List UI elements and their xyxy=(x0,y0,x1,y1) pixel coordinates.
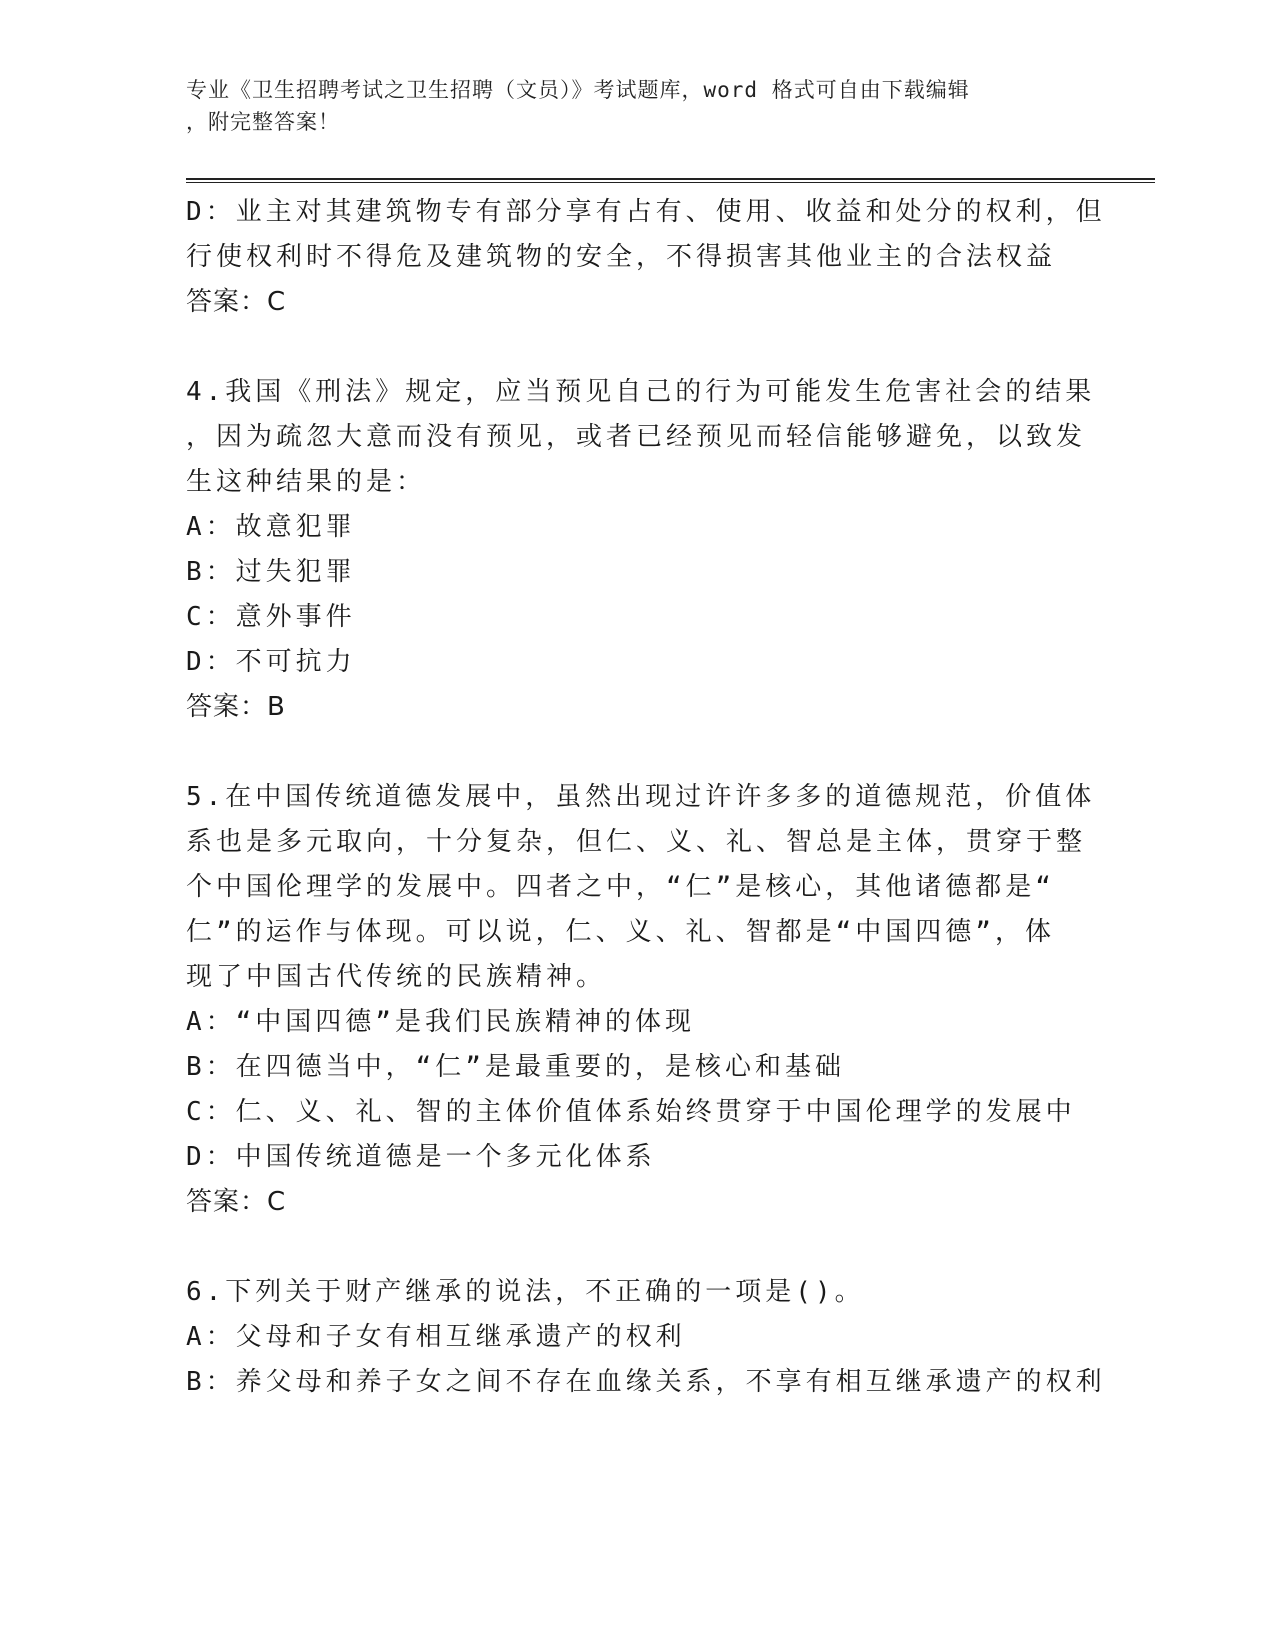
option-d-line: D：业主对其建筑物专有部分享有占有、使用、收益和处分的权利，但 xyxy=(186,197,1106,227)
option-c: C：仁、义、礼、智的主体价值体系始终贯穿于中国伦理学的发展中 xyxy=(186,1097,1076,1127)
question-6 xyxy=(186,1270,1106,1405)
question-stem-line: 生这种结果的是： xyxy=(186,467,427,497)
question-4 xyxy=(186,370,1096,730)
question-stem-line: 仁”的运作与体现。可以说，仁、义、礼、智都是“中国四德”，体 xyxy=(186,917,1055,947)
question-stem-line: 5.在中国传统道德发展中，虽然出现过许许多多的道德规范，价值体 xyxy=(186,782,1096,812)
header-title-line: ，附完整答案！ xyxy=(186,110,340,134)
question-stem-line: ，因为疏忽大意而没有预见，或者已经预见而轻信能够避免，以致发 xyxy=(186,422,1087,452)
option-b: B：在四德当中，“仁”是最重要的，是核心和基础 xyxy=(186,1052,845,1082)
option-d: D：不可抗力 xyxy=(186,647,356,677)
document-header xyxy=(186,74,1066,138)
header-title-line: 专业《卫生招聘考试之卫生招聘（文员）》考试题库，word 格式可自由下载编辑 xyxy=(186,78,970,102)
option-a: A：故意犯罪 xyxy=(186,512,356,542)
spacer xyxy=(186,325,1086,370)
answer-text: 答案：B xyxy=(186,692,286,722)
question-stem-line: 6.下列关于财产继承的说法，不正确的一项是()。 xyxy=(186,1277,865,1307)
question-list xyxy=(186,190,1106,1405)
option-b: B：过失犯罪 xyxy=(186,557,356,587)
question-stem-line: 个中国伦理学的发展中。四者之中，“仁”是核心，其他诸德都是“ xyxy=(186,872,1055,902)
header-divider xyxy=(186,178,1155,183)
question-stem-line: 4.我国《刑法》规定，应当预见自己的行为可能发生危害社会的结果 xyxy=(186,377,1096,407)
spacer xyxy=(186,1225,1086,1270)
question-fragment xyxy=(186,190,1106,325)
spacer xyxy=(186,730,1086,775)
question-stem-line: 现了中国古代传统的民族精神。 xyxy=(186,962,607,992)
option-d: D：中国传统道德是一个多元化体系 xyxy=(186,1142,656,1172)
question-stem-line: 系也是多元取向，十分复杂，但仁、义、礼、智总是主体，贯穿于整 xyxy=(186,827,1087,857)
option-b: B：养父母和养子女之间不存在血缘关系，不享有相互继承遗产的权利 xyxy=(186,1367,1106,1397)
answer-text: 答案：C xyxy=(186,287,287,317)
question-5 xyxy=(186,775,1096,1225)
option-a: A：“中国四德”是我们民族精神的体现 xyxy=(186,1007,695,1037)
option-d-line: 行使权利时不得危及建筑物的安全，不得损害其他业主的合法权益 xyxy=(186,242,1057,272)
answer-text: 答案：C xyxy=(186,1187,287,1217)
option-c: C：意外事件 xyxy=(186,602,356,632)
option-a: A：父母和子女有相互继承遗产的权利 xyxy=(186,1322,686,1352)
